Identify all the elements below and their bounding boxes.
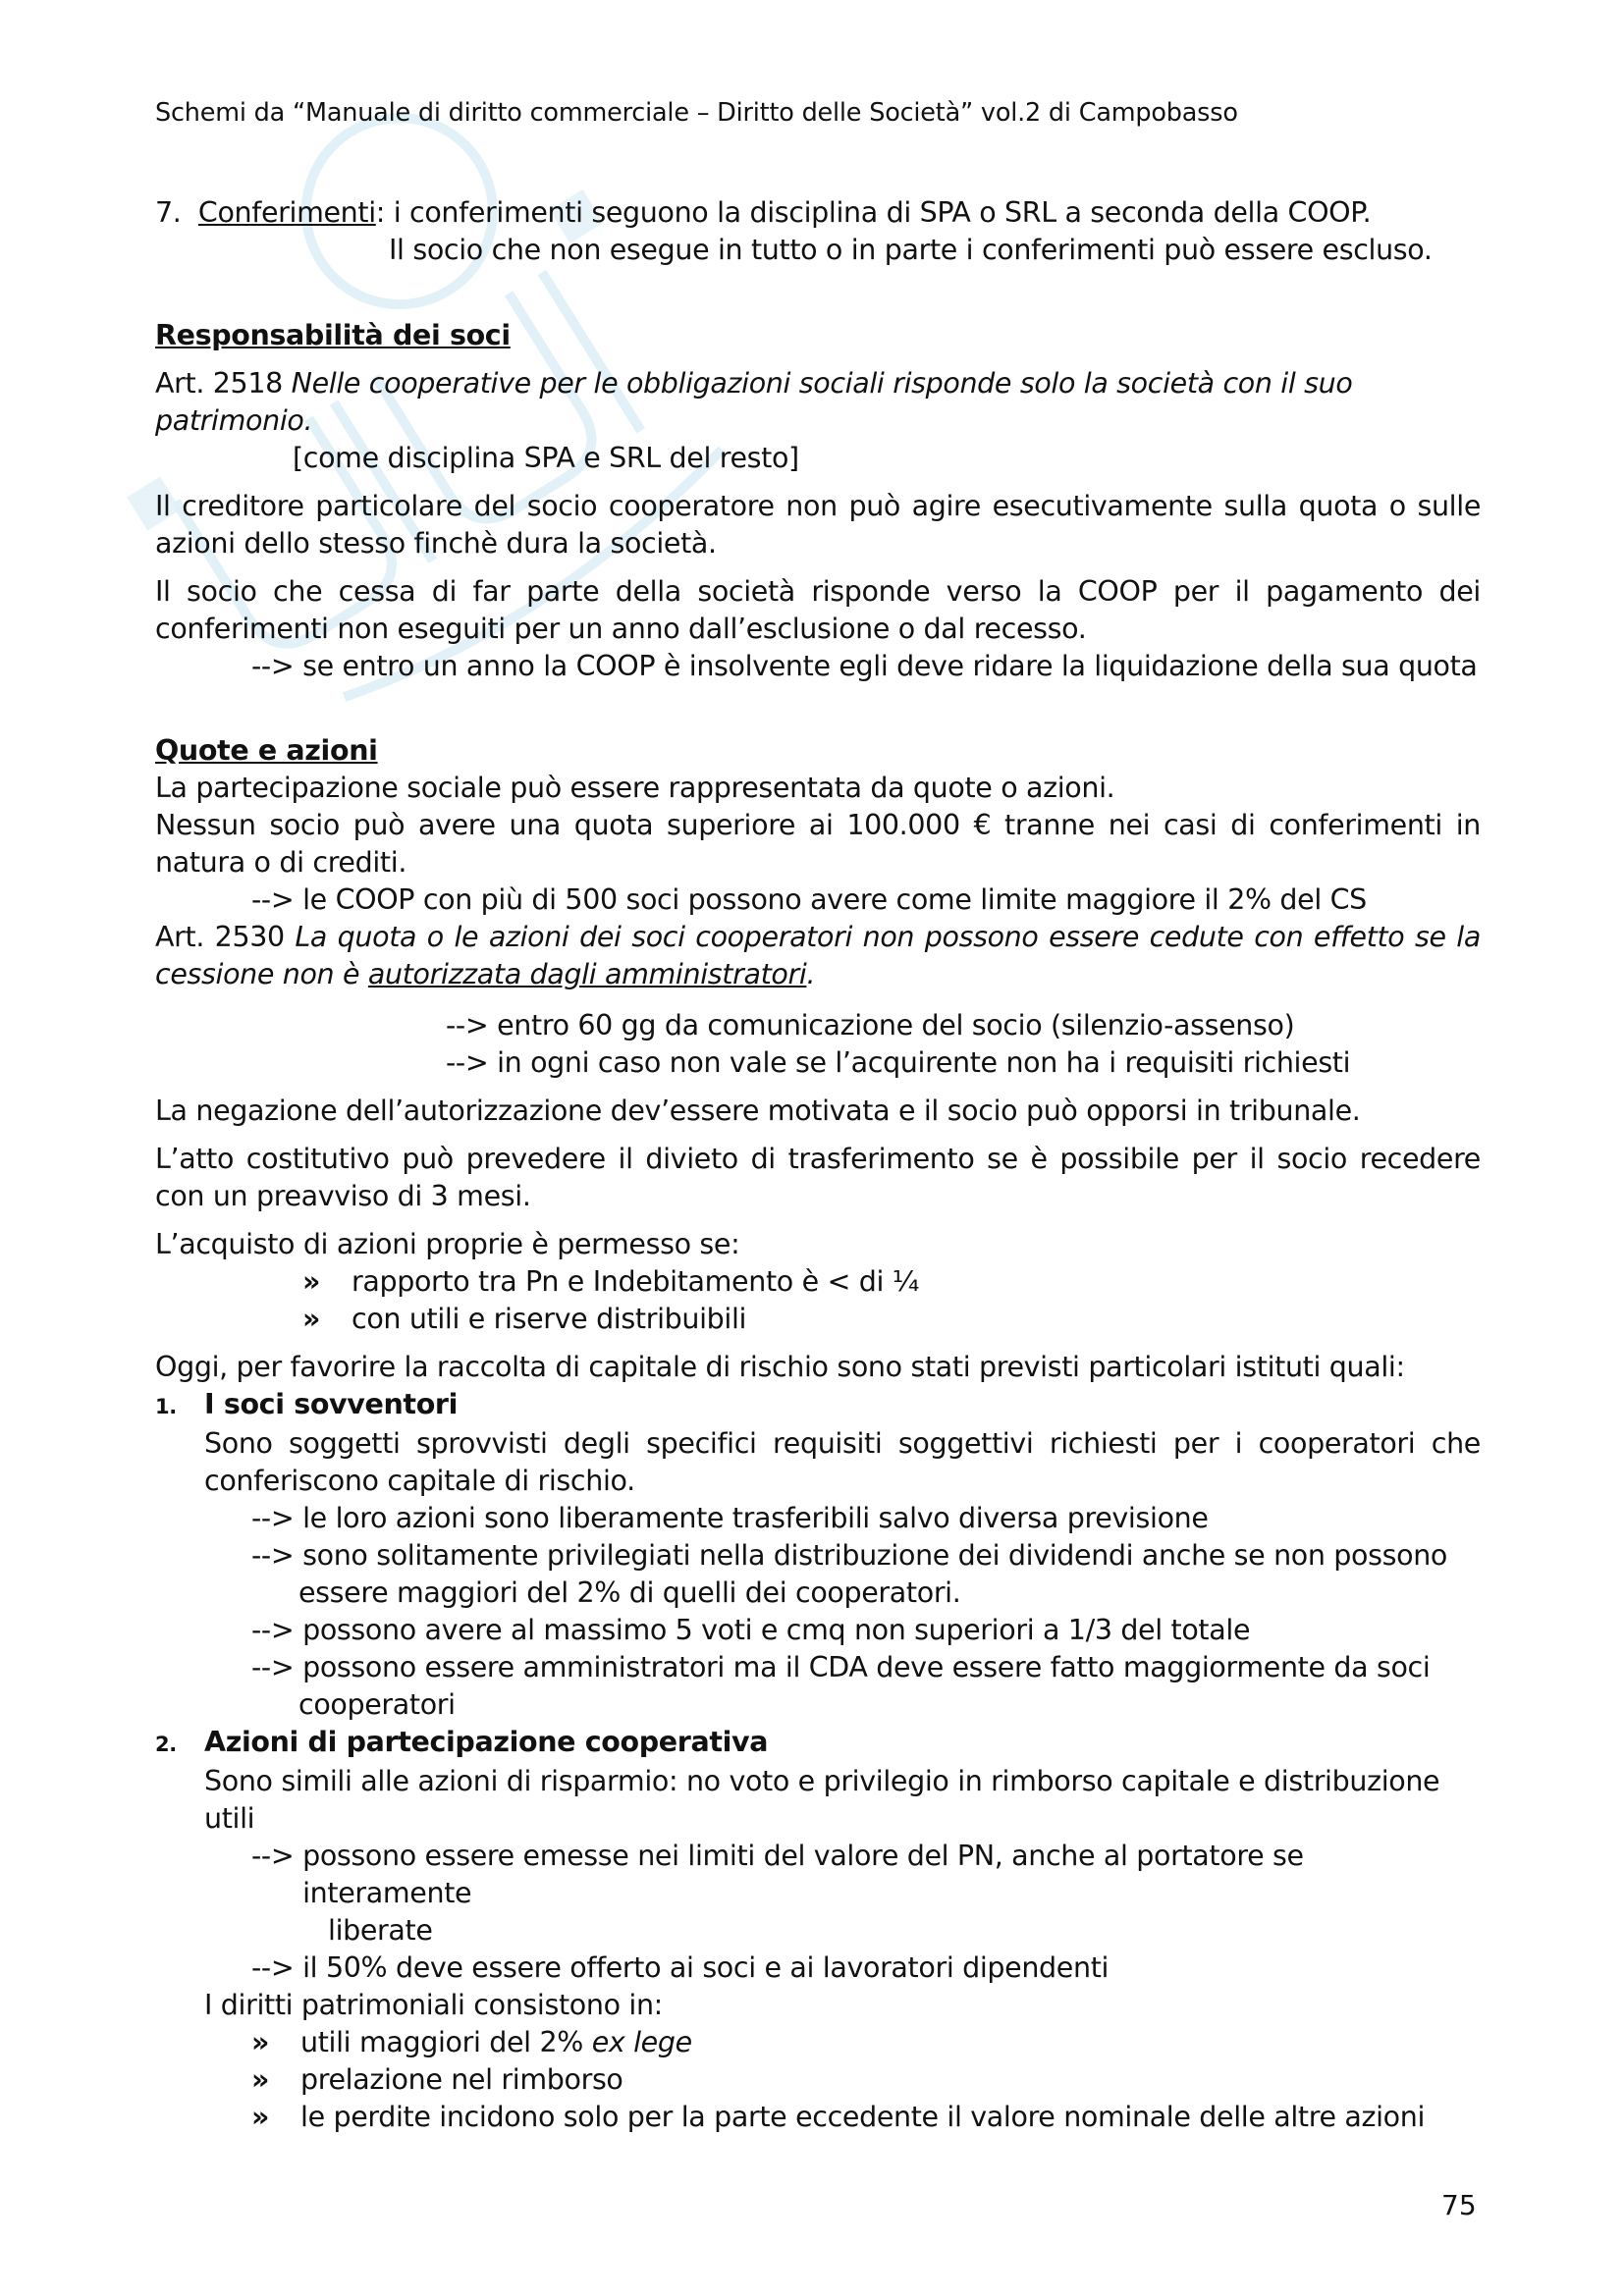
responsabilita-heading: Responsabilità dei soci — [155, 319, 511, 351]
responsabilita-p2: Il socio che cessa di far parte della società risponde verso la COOP per il pagamento dei conferimenti non eseguiti per un anno dall’esclusione o dal recesso. — [155, 575, 1481, 645]
quote-p4: L’atto costitutivo può prevedere il divieto di trasferimento se è possibile per il socio recedere con un preavviso di 3 mesi. — [155, 1143, 1481, 1212]
apc-b2: prelazione nel rimborso — [300, 2063, 623, 2096]
quote-bullet-text: con utili e riserve distribuibili — [352, 1303, 747, 1335]
sovventori-number: 1. — [155, 1395, 177, 1418]
apc-number: 2. — [155, 1733, 177, 1756]
sovventori-a3: possono avere al massimo 5 voti e cmq non superiori a 1/3 del totale — [302, 1614, 1251, 1646]
sovventori-arrow — [155, 1537, 1481, 1575]
conferimenti-label: Conferimenti — [197, 196, 376, 229]
responsabilita-arrow: --> se entro un anno la COOP è insolvente egli deve ridare la liquidazione della sua quota — [251, 650, 1478, 682]
apc-arrow — [155, 1949, 1481, 1987]
quote-bullet-text: rapporto tra Pn e Indebitamento è < di ¼ — [352, 1265, 920, 1298]
bullet-glyph: » — [251, 2101, 270, 2133]
quote-bullet — [155, 1301, 1481, 1338]
quote-bullet — [155, 1263, 1481, 1301]
quote-p3: La negazione dell’autorizzazione dev’essere motivata e il socio può opporsi in tribunale. — [155, 1095, 1361, 1127]
apc-bullet — [155, 2024, 1481, 2061]
apc-b3: le perdite incidono solo per la parte eccedente il valore nominale delle altre azioni — [300, 2101, 1426, 2133]
arrow-glyph: --> — [251, 1539, 303, 1572]
apc-a1-line1: possono essere emesse nei limiti del valore del PN, anche al portatore se interamente — [302, 1840, 1304, 1909]
art-2518-note: [come disciplina SPA e SRL del resto] — [293, 442, 799, 474]
arrow-glyph: --> — [251, 1502, 303, 1534]
quote-arrow3: --> in ogni caso non vale se l’acquirente non ha i requisiti richiesti — [446, 1046, 1351, 1079]
bullet-glyph: » — [251, 2063, 270, 2096]
apc-title: Azioni di partecipazione cooperativa — [204, 1726, 769, 1758]
apc-b1-italic: ex lege — [591, 2026, 692, 2058]
art-2518-text: Nelle cooperative per le obbligazioni sociali risponde solo la società con il suo patrimonio. — [155, 367, 1353, 437]
apc-heading — [155, 1724, 1481, 1763]
apc-a1-line2: liberate — [328, 1914, 433, 1947]
sovventori-a4-line2: cooperatori — [298, 1688, 456, 1721]
quote-p2: Nessun socio può avere una quota superiore ai 100.000 € tranne nei casi di conferimenti in natura o di crediti. — [155, 809, 1481, 879]
bullet-glyph: » — [302, 1265, 321, 1298]
apc-arrow — [155, 1838, 1481, 1912]
quote-p5: L’acquisto di azioni proprie è permesso se: — [155, 1228, 740, 1260]
responsabilita-p1: Il creditore particolare del socio cooperatore non può agire esecutivamente sulla quota o sulle azioni dello stesso finchè dura la società. — [155, 490, 1481, 560]
art-2530 — [155, 919, 1481, 993]
bullet-glyph: » — [251, 2026, 270, 2058]
sovventori-a1: le loro azioni sono liberamente trasferibili salvo diversa previsione — [302, 1502, 1209, 1534]
apc-diritti: I diritti patrimoniali consistono in: — [204, 1989, 663, 2021]
sovventori-arrow — [155, 1612, 1481, 1649]
conferimenti-number: 7. — [155, 196, 182, 229]
conferimenti-text: : i conferimenti seguono la disciplina di SPA o SRL a seconda della COOP. — [375, 196, 1372, 229]
apc-b1 — [300, 2024, 692, 2061]
art-2518-prefix: Art. 2518 — [155, 367, 292, 400]
arrow-glyph: --> — [251, 1614, 303, 1646]
sovventori-desc: Sono soggetti sprovvisti degli specifici requisiti soggettivi richiesti per i cooperatori che conferiscono capitale di rischio. — [204, 1427, 1481, 1497]
quote-p1: La partecipazione sociale può essere rappresentata da quote o azioni. — [155, 772, 1115, 804]
apc-desc: Sono simili alle azioni di risparmio: no voto e privilegio in rimborso capitale e distribuzione utili — [204, 1765, 1440, 1835]
sovventori-arrow — [155, 1649, 1481, 1686]
apc-b1-prefix: utili maggiori del 2% — [300, 2026, 592, 2058]
arrow-glyph: --> — [251, 1840, 303, 1872]
sovventori-arrow — [155, 1500, 1481, 1537]
running-header: Schemi da “Manuale di diritto commerciale – Diritto delle Società” vol.2 di Campobasso — [155, 98, 1238, 128]
art-2530-text: La quota o le azioni dei soci cooperatori non possono essere cedute con effetto se la cessione non è — [155, 921, 1481, 990]
quote-arrow2: --> entro 60 gg da comunicazione del socio (silenzio-assenso) — [446, 1009, 1295, 1041]
quote-p6: Oggi, per favorire la raccolta di capitale di rischio sono stati previsti particolari istituti quali: — [155, 1351, 1405, 1383]
page-content — [155, 194, 1481, 2136]
arrow-glyph: --> — [251, 1651, 303, 1683]
conferimenti-line2: Il socio che non esegue in tutto o in parte i conferimenti può essere escluso. — [389, 234, 1433, 266]
page-number: 75 — [1441, 2189, 1477, 2221]
apc-bullet — [155, 2099, 1481, 2136]
art-2518 — [155, 365, 1481, 440]
quote-arrow1: --> le COOP con più di 500 soci possono avere come limite maggiore il 2% del CS — [251, 883, 1367, 916]
apc-a2: il 50% deve essere offerto ai soci e ai lavoratori dipendenti — [302, 1951, 1110, 1984]
art-2530-underlined: autorizzata dagli amministratori — [367, 958, 807, 990]
bullet-glyph: » — [302, 1303, 321, 1335]
sovventori-title: I soci sovventori — [204, 1388, 459, 1420]
sovventori-a4-line1: possono essere amministratori ma il CDA deve essere fatto maggiormente da soci — [302, 1651, 1431, 1683]
art-2530-end: . — [806, 958, 816, 990]
arrow-glyph: --> — [251, 1951, 303, 1984]
apc-bullet — [155, 2061, 1481, 2099]
sovventori-a2-line2: essere maggiori del 2% di quelli dei cooperatori. — [298, 1576, 961, 1609]
quote-heading: Quote e azioni — [155, 734, 378, 767]
sovventori-a2-line1: sono solitamente privilegiati nella distribuzione dei dividendi anche se non possono — [302, 1539, 1448, 1572]
art-2530-prefix: Art. 2530 — [155, 921, 296, 953]
conferimenti-line — [155, 194, 1481, 232]
sovventori-heading — [155, 1386, 1481, 1425]
